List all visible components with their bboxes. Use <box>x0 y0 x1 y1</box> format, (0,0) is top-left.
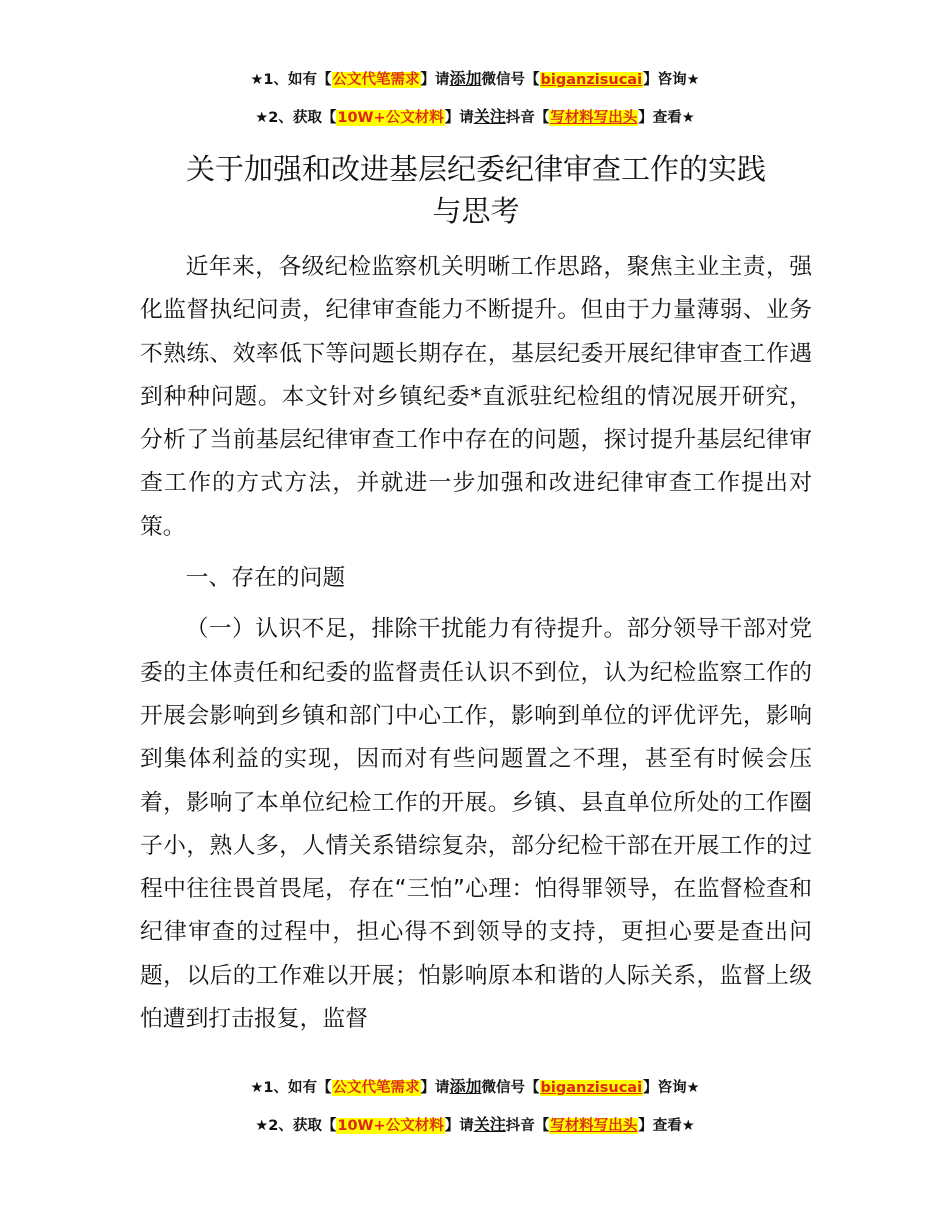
notice-emphasis: 添加 <box>449 1077 482 1096</box>
notice-mid: 】请 <box>444 1118 474 1134</box>
promo-notice-top-1 <box>0 68 950 91</box>
notice-suffix: 】咨询★ <box>643 72 700 88</box>
promo-notice-top-2 <box>0 106 950 129</box>
notice-mid: 抖音【 <box>505 110 550 126</box>
notice-mid: 微信号【 <box>481 1080 540 1096</box>
notice-prefix: ★2、获取【 <box>255 110 337 126</box>
notice-mid: 】请 <box>420 1080 450 1096</box>
promo-notice-bottom-1 <box>0 1076 950 1099</box>
notice-suffix: 】查看★ <box>638 1118 695 1134</box>
document-body <box>140 246 812 1041</box>
notice-prefix: ★1、如有【 <box>250 72 332 88</box>
intro-paragraph: 近年来，各级纪检监察机关明晰工作思路，聚焦主业主责，强化监督执纪问责，纪律审查能力不断提升。但由于力量薄弱、业务不熟练、效率低下等问题长期存在，基层纪委开展纪律审查工作遇到种种问题。本文针对乡镇纪委*直派驻纪检组的情况展开研究，分析了当前基层纪律审查工作中存在的问题，探讨提升基层纪律审查工作的方式方法，并就进一步加强和改进纪律审查工作提出对策。 <box>140 254 812 540</box>
notice-mid: 微信号【 <box>481 72 540 88</box>
notice-wechat-id-link[interactable]: biganzisucai <box>540 1080 643 1096</box>
notice-highlight-service: 公文代笔需求 <box>332 1080 420 1096</box>
notice-emphasis: 添加 <box>449 69 482 88</box>
notice-emphasis: 关注 <box>473 1115 506 1134</box>
notice-suffix: 】查看★ <box>638 110 695 126</box>
body-paragraph: （一）认识不足，排除干扰能力有待提升。部分领导干部对党委的主体责任和纪委的监督责任认识不到位，认为纪检监察工作的开展会影响到乡镇和部门中心工作，影响到单位的评优评先，影响到集体利益的实现，因而对有些问题置之不理，甚至有时候会压着，影响了本单位纪检工作的开展。乡镇、县直单位所处的工作圈子小，熟人多，人情关系错综复杂，部分纪检干部在开展工作的过程中往往畏首畏尾，存在“三怕”心理：怕得罪领导，在监督检查和纪律审查的过程中，担心得不到领导的支持，更担心要是查出问题，以后的工作难以开展；怕影响原本和谐的人际关系，监督上级怕遭到打击报复，监督 <box>140 616 812 1033</box>
notice-highlight-service: 公文代笔需求 <box>332 72 420 88</box>
notice-prefix: ★1、如有【 <box>250 1080 332 1096</box>
document-title-line-2: 与思考 <box>432 194 520 228</box>
notice-emphasis: 关注 <box>473 107 506 126</box>
notice-douyin-link[interactable]: 写材料写出头 <box>550 110 638 126</box>
notice-mid: 】请 <box>420 72 450 88</box>
notice-highlight-materials: 10W+公文材料 <box>337 110 444 126</box>
notice-suffix: 】咨询★ <box>643 1080 700 1096</box>
notice-douyin-link[interactable]: 写材料写出头 <box>550 1118 638 1134</box>
notice-mid: 】请 <box>444 110 474 126</box>
section-heading: 一、存在的问题 <box>185 565 346 592</box>
notice-mid: 抖音【 <box>505 1118 550 1134</box>
document-title-line-1: 关于加强和改进基层纪委纪律审查工作的实践 <box>185 152 766 186</box>
notice-wechat-id-link[interactable]: biganzisucai <box>540 72 643 88</box>
notice-highlight-materials: 10W+公文材料 <box>337 1118 444 1134</box>
promo-notice-bottom-2 <box>0 1114 950 1137</box>
notice-prefix: ★2、获取【 <box>255 1118 337 1134</box>
